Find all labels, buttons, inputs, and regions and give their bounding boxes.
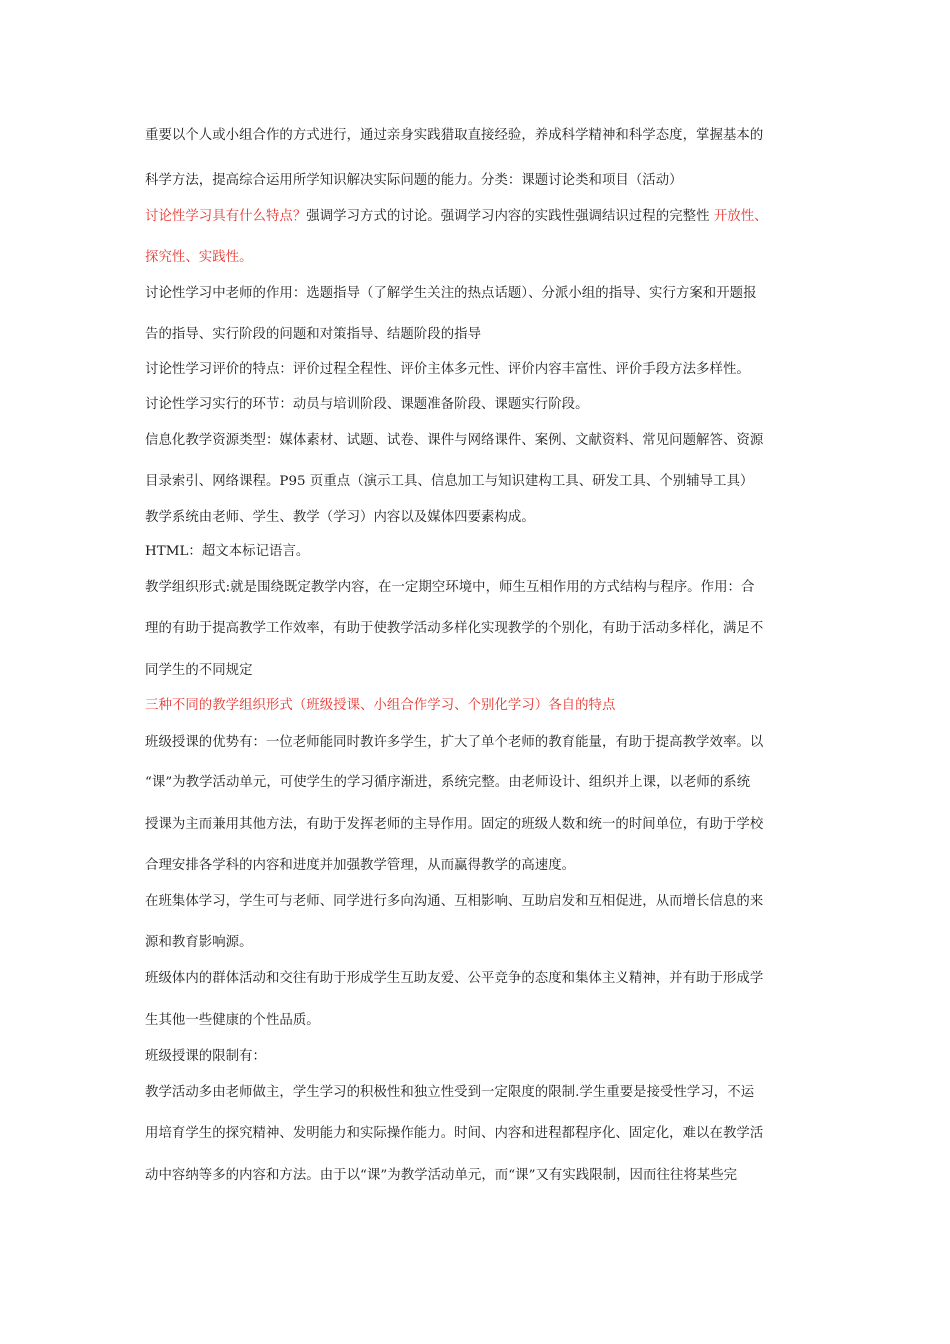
text-segment: 合理安排各学科的内容和进度并加强教学管理，从而赢得教学的高速度。 (145, 858, 576, 873)
text-segment: 目录索引、网络课程。P95 页重点（演示工具、信息加工与知识建构工具、研发工具、个别辅导工具） (145, 474, 754, 489)
text-segment: 授课为主而兼用其他方法，有助于发挥老师的主导作用。固定的班级人数和统一的时间单位，有助于学校 (145, 817, 764, 832)
text-segment: 班级授课的限制有： (145, 1049, 266, 1064)
highlighted-text: 探究性、实践性。 (145, 250, 253, 265)
text-line (145, 326, 810, 344)
text-segment: 班级体内的群体活动和交往有助于形成学生互助友爱、公平竞争的态度和集体主义精神，并有助于形成学 (145, 971, 764, 986)
highlighted-text: 开放性、 (713, 209, 768, 224)
text-segment: 理的有助于提高教学工作效率，有助于使教学活动多样化实现教学的个别化，有助于活动多样化，满足不 (145, 621, 764, 636)
text-line (145, 432, 810, 450)
text-line (145, 893, 810, 911)
text-line (145, 473, 810, 491)
text-line (145, 734, 810, 752)
text-line (145, 620, 810, 638)
text-line (145, 285, 810, 303)
text-segment: 讨论性学习评价的特点：评价过程全程性、评价主体多元性、评价内容丰富性、评价手段方法多样性。 (145, 362, 750, 377)
text-line (145, 249, 810, 267)
text-line (145, 1012, 810, 1030)
text-segment: 告的指导、实行阶段的问题和对策指导、结题阶段的指导 (145, 327, 482, 342)
text-line (145, 579, 810, 597)
text-segment: 源和教育影响源。 (145, 935, 253, 950)
text-line (145, 662, 810, 680)
text-segment: 讨论性学习中老师的作用：选题指导（了解学生关注的热点话题）、分派小组的指导、实行方案和开题报 (145, 286, 757, 301)
text-line (145, 1084, 810, 1102)
text-segment: 生其他一些健康的个性品质。 (145, 1013, 320, 1028)
text-line (145, 1048, 810, 1066)
text-segment: 班级授课的优势有：一位老师能同时教许多学生，扩大了单个老师的教育能量，有助于提高教学效率。以 (145, 735, 764, 750)
text-line (145, 816, 810, 834)
text-segment: 讨论性学习实行的环节：动员与培训阶段、课题准备阶段、课题实行阶段。 (145, 397, 589, 412)
text-line (145, 172, 810, 190)
text-line (145, 396, 810, 414)
text-segment: 动中容纳等多的内容和方法。由于以“课”为教学活动单元，而“课”又有实践限制，因而往往将某些完 (145, 1168, 738, 1183)
text-line (145, 774, 810, 792)
highlighted-text: 讨论性学习具有什么特点？ (145, 209, 307, 224)
text-segment: HTML：超文本标记语言。 (145, 544, 310, 559)
text-line (145, 543, 810, 561)
text-line (145, 509, 810, 527)
text-segment: 科学方法，提高综合运用所学知识解决实际问题的能力。分类：课题讨论类和项目（活动） (145, 173, 683, 188)
text-line (145, 857, 810, 875)
text-segment: 教学活动多由老师做主，学生学习的积极性和独立性受到一定限度的限制.学生重要是接受性学习，不运 (145, 1085, 755, 1100)
text-segment: 教学系统由老师、学生、教学（学习）内容以及媒体四要素构成。 (145, 510, 535, 525)
highlighted-text: 三种不同的教学组织形式（班级授课、小组合作学习、个别化学习）各自的特点 (145, 698, 616, 713)
text-line (145, 1125, 810, 1143)
text-segment: “课”为教学活动单元，可使学生的学习循序渐进，系统完整。由老师设计、组织并上课，以老师的系统 (145, 775, 751, 790)
text-segment: 在班集体学习，学生可与老师、同学进行多向沟通、互相影响、互助启发和互相促进，从而增长信息的来 (145, 894, 764, 909)
text-segment: 教学组织形式:就是围绕既定教学内容，在一定期空环境中，师生互相作用的方式结构与程序。作用：合 (145, 580, 755, 595)
text-line (145, 697, 810, 715)
text-line (145, 970, 810, 988)
text-line (145, 208, 810, 226)
text-segment: 信息化教学资源类型：媒体素材、试题、试卷、课件与网络课件、案例、文献资料、常见问题解答、资源 (145, 433, 764, 448)
text-segment: 强调学习方式的讨论。强调学习内容的实践性强调结识过程的完整性 (306, 209, 714, 224)
text-segment: 用培育学生的探究精神、发明能力和实际操作能力。时间、内容和进程都程序化、固定化，难以在教学活 (145, 1126, 764, 1141)
text-segment: 同学生的不同规定 (145, 663, 253, 678)
text-line (145, 934, 810, 952)
text-line (145, 1167, 810, 1185)
text-segment: 重要以个人或小组合作的方式进行，通过亲身实践猎取直接经验，养成科学精神和科学态度，掌握基本的 (145, 128, 764, 143)
text-line (145, 127, 810, 145)
text-line (145, 361, 810, 379)
